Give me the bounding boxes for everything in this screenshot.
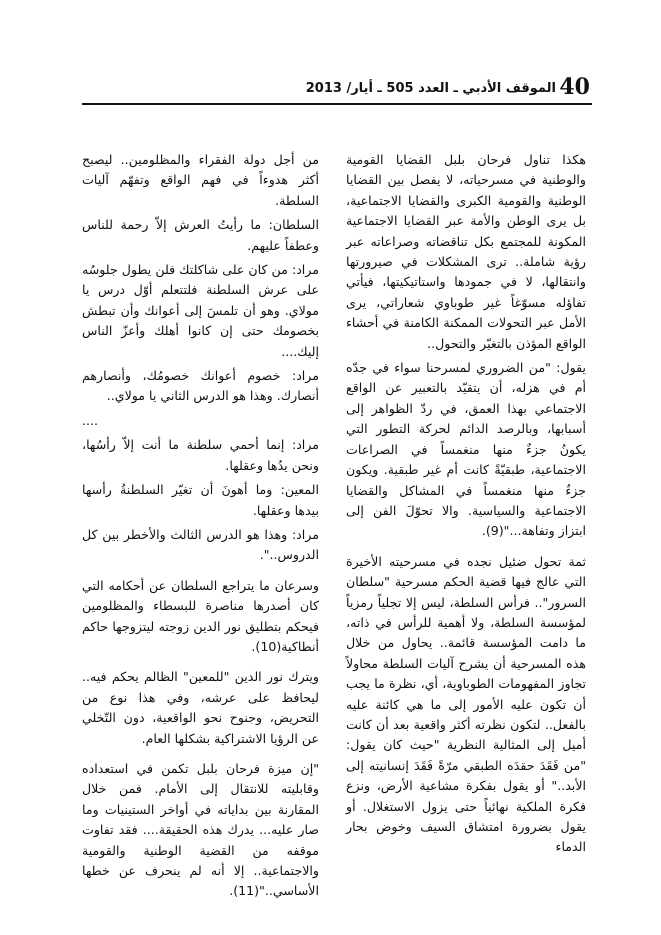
left-column [82,150,319,906]
dialogue-text: ما رأيتُ العرش إلاّ رحمة للناس وعطفاً عليهم. [82,217,319,253]
dialogue-text: إنما أحمي سلطنة ما أنت إلاّ رأسُها، ونحن يدُها وعقلها. [82,437,319,473]
dialogue-text: وهذا هو الدرس الثالث والأخطر بين كل الدروس..". [82,526,319,563]
paragraph: وسرعان ما يتراجع السلطان عن أحكامه التي كان أصدرها مناصرة للبسطاء والمظلومين فيحكم بتطليق نور الدين زوجته ليتزوجها حاكم أنطاكية(10). [82,577,319,654]
paragraph: هكذا تناول فرحان بلبل القضايا القومية والوطنية في مسرحياته، لا يفصل بين القضايا الوطنية والقومية الكبرى والقضايا الاجتماعية، بل يرى الوطن والأمة عبر القضايا الاجتماعية المكونة للمجتمع بكل تناقضاته وصراعاته عبر رؤية شاملة.. ترى المشكلات في صيرورتها وانتقالها، لا في جمودها واستاتيكيتها، فيأتي تفاؤله مسوّغاً غير طوباوي شعاراتي، يرى الأمل عبر التحولات الممكنة الكامنة في أحشاء الواقع المؤذن بالتغيّر والتحول.. [346,152,586,351]
dialogue-text: .... [82,412,99,428]
dialogue-line [82,525,319,566]
dialogue-text: خصوم أعوانك خصومُك، وأنصارهم أنصارك. وهذا هو الدرس الثاني يا مولاي.. [82,368,319,404]
dialogue-line [82,366,319,407]
dialogue-line [82,480,319,521]
speaker-name: السلطان: [268,217,319,233]
running-title: الموقف الأدبي ـ العدد 505 ـ أيار/ 2013 [305,81,556,96]
dialogue-line [82,215,319,256]
speaker-name: مراد: [291,437,319,453]
paragraph: ويترك نور الدين "للمعين" الظالم يحكم فيه.. ليحافظ على عرشه، وفي هذا نوع من التحريض، وجنوح نحو الواقعية، دون التّخلي عن الرؤيا الاشتراكية بشكلها العام. [82,669,319,746]
speaker-name: مراد: [291,262,319,278]
dialogue-text: وما أهونَ أن تغيّر السلطنةُ رأسها بيدها وعقلها. [82,482,319,518]
page-number: 40 [559,74,590,100]
paragraph: ثمة تحول ضئيل نجده في مسرحيته الأخيرة التي عالج فيها قضية الحكم مسرحية "سلطان السرور".. فرأس السلطة، ليس إلا تجلياً رمزياً لمؤسسة السلطة، ولا أهمية للرأس في ذاته، ما دامت المؤسسة قائمة.. يحاول من خلال هذه المسرحية أن يشرح آليات السلطة محاولاً تجاوز المفهومات الطوباوية، أي، نظرة ما يجب أن تكون عليه الأمور إلى ما هي كائنة عليه بالفعل.. لتكون نظرته أكثر واقعية بعد أن كانت أميل إلى المثالية النظرية "حيث كان يقول: "من فَقَدَ حقدَه الطبقي مرّةً فَقَدَ إنسانيته إلى الأبد.." أو يقول بفكرة مشاعية الأرض، ونزع فكرة الملكية نهائياً حتى يزول الاستغلال. أو يقول بضرورة امتشاق السيف وخوض بحار الدماء [346,553,586,855]
page-header [82,74,590,104]
speaker-name: المعين: [280,482,319,498]
dialogue-text: من كان على شاكلتك فلن يطول جلوسُه على عرش السلطنة فلتتعلم أوّل درس يا مولاي. وهو أن تلمسَ إلى أعوانك وأن تبطش بخصومك حتى إن كانوا أهلك وأعزّ الناس إليك.... [82,262,319,359]
header-rule [82,103,592,105]
dialogue-line [82,435,319,476]
speaker-name: مراد: [291,368,319,384]
right-column [346,150,586,862]
paragraph: من أجل دولة الفقراء والمظلومين.. ليصبح أكثر هدوءاً في فهم الواقع وتفهّم آليات السلطة. [82,152,319,208]
paragraph: يقول: "من الضروري لمسرحنا سواء في جدّه أم في هزله، أن يتقيّد بالتعبير عن الواقع الاجتماعي بهذا العمق، في ردّ الظواهر إلى أسبابها، وبالرصد الدائم لحركة التطور التي يكونُ جزءٌ منها منغمساً في الصراعات الاجتماعية، طبقيّةً كانت أم غير طبقية. ويكون جزءٌ منها منغمساً في المشاكل والقضايا الاجتماعية والسياسية. والا تحوّلَ الفن إلى ابتزاز وتفاهة..."(9). [346,360,586,539]
speaker-name: مراد: [291,526,319,542]
paragraph: "إن ميزة فرحان بلبل تكمن في استعداده وقابليته للانتقال إلى الأمام. فمن خلال المقارنة بين بداياته في أواخر الستينيات وما صار عليه... يدرك هذه الحقيقة.... فقد تفاوت موقفه من القضية الوطنية والقومية والاجتماعية.. إلا أنه لم ينحرف عن خطها الأساسي.."(11). [82,760,319,899]
dialogue-line [82,411,319,431]
dialogue-line [82,260,319,362]
